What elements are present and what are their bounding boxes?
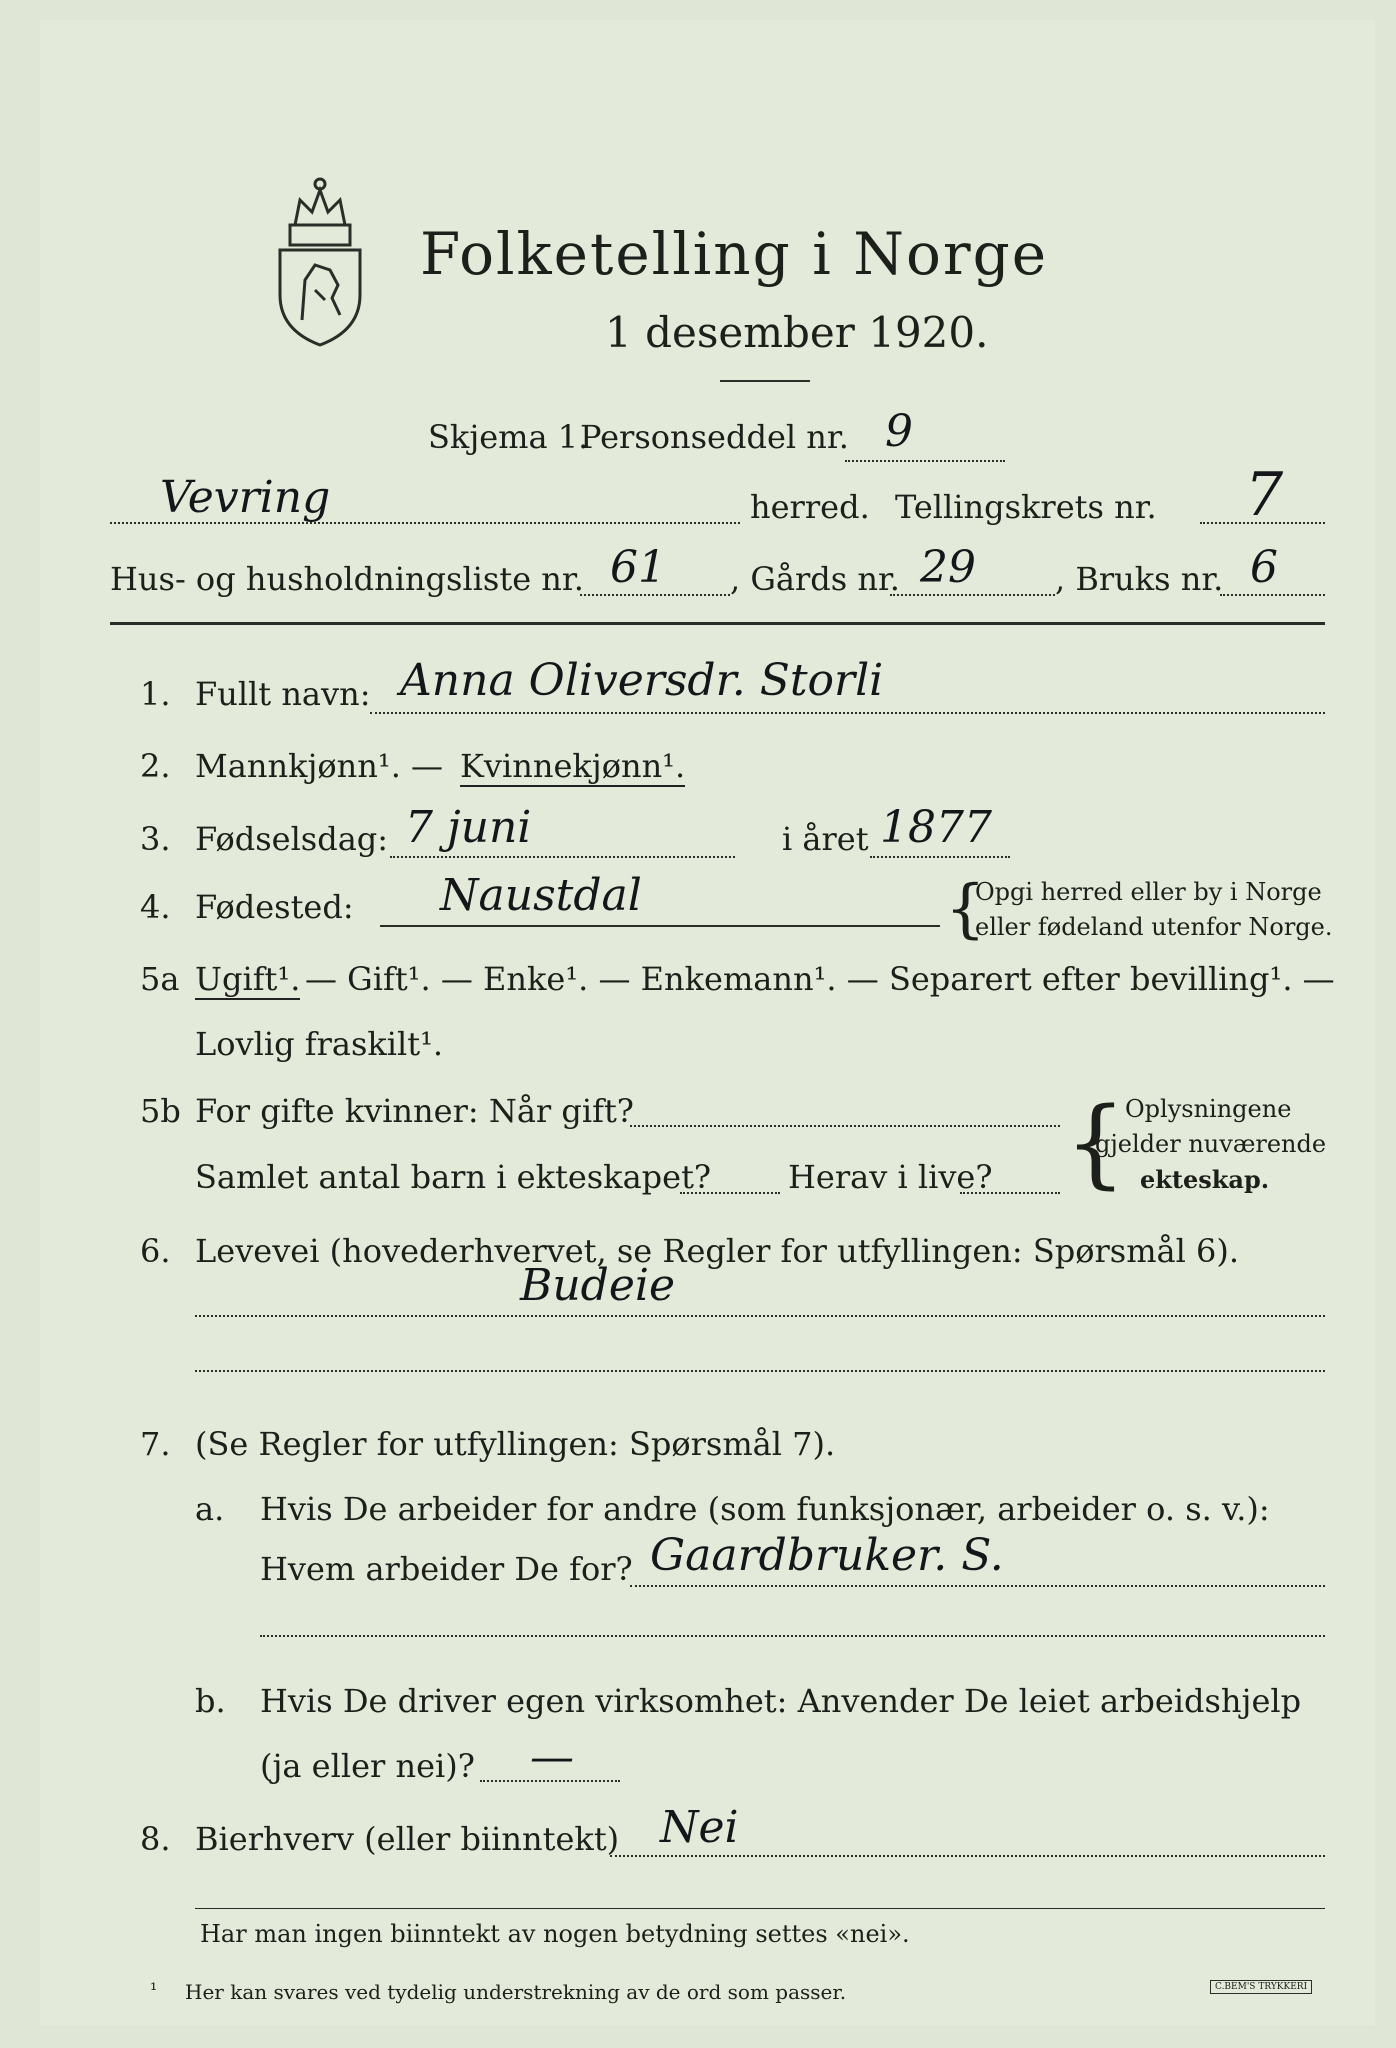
herred-label: herred.: [750, 488, 870, 526]
herred-value[interactable]: Vevring: [160, 472, 331, 523]
q1-label: Fullt navn:: [195, 675, 371, 713]
q6-number: 6.: [140, 1232, 171, 1270]
q1-number: 1.: [140, 675, 171, 713]
q7b-number: b.: [195, 1682, 226, 1720]
q6-label: Levevei (hovederhvervet, se Regler for utfyllingen: Spørsmål 6).: [195, 1232, 1240, 1270]
bruks-label: , Bruks nr.: [1055, 560, 1224, 598]
side-income-value[interactable]: Nei: [660, 1802, 739, 1853]
gards-label: , Gårds nr.: [730, 560, 900, 598]
hired-help-value[interactable]: —: [530, 1732, 574, 1783]
q5b-note-2: gjelder nuværende: [1095, 1130, 1327, 1158]
q7-label: (Se Regler for utfyllingen: Spørsmål 7).: [195, 1425, 836, 1463]
q7b-line1: Hvis De driver egen virksomhet: Anvender De leiet arbeidshjelp: [260, 1682, 1302, 1720]
q7b-line2: (ja eller nei)?: [260, 1747, 475, 1785]
q5a-fraskilt[interactable]: Lovlig fraskilt¹.: [195, 1025, 444, 1063]
printer-stamp: C.BEM'S TRYKKERI: [1210, 1980, 1312, 1994]
tellingskrets-value[interactable]: 7: [1245, 460, 1284, 530]
gards-value[interactable]: 29: [920, 542, 976, 593]
coat-of-arms-icon: [260, 170, 380, 350]
q2-mann[interactable]: Mannkjønn¹. —: [195, 747, 444, 785]
q5a-ugift[interactable]: Ugift¹.: [195, 960, 301, 998]
census-form: Folketelling i Norge 1 desember 1920. Skjema 1. Personseddel nr. 9 Vevring herred. Tellingskrets nr. 7 Hus- og husholdningsliste nr. 61 , Gårds nr. 29 , Bruks nr. 6 1. Fullt navn: Anna Oliversdr. Storli 2. Mannkjønn¹. — Kvinnekjønn¹. 3. Fødselsdag: 7 juni i året 1877 4. Fødested: Naustdal { Opgi herred eller by i Norge eller fødeland utenfor Norge. 5a Ugift¹. — Gift¹. — Enke¹. — Enkemann¹. — Separert efter bevilling¹. — Lovlig fraskilt¹. 5b For gifte kvinner: Når gift? Samlet antal barn i ekteskapet? Herav i live? { Oplysningene gjelder nuværende ekteskap. 6. Levevei (hovederhvervet, se Regler for utfyllingen: Spørsmål 6). Budeie 7. (Se Regler for utfyllingen: Spørsmål 7). a. Hvis De arbeider for andre (som funksjonær, arbeider o. s. v.): Hvem arbeider De for? Gaardbruker. S. b. Hvis De driver egen virksomhet: Anvender De leiet arbeidshjelp (ja eller nei)? — 8. Bierhverv (eller biinntekt) Nei Har man ingen biinntekt av nogen betydning settes «nei». ¹ Her kan svares ved tydelig understrekning av de ord som passer. C.BEM'S TRYKKERI: [40, 20, 1375, 2025]
footnote-text: Her kan svares ved tydelig understrekning av de ord som passer.: [185, 1980, 847, 2004]
q3-label: Fødselsdag:: [195, 820, 389, 858]
form-title: Folketelling i Norge: [420, 220, 1049, 288]
occupation-value[interactable]: Budeie: [520, 1260, 675, 1311]
q2-number: 2.: [140, 747, 171, 785]
q5b-line2a: Samlet antal barn i ekteskapet?: [195, 1158, 712, 1196]
q7-number: 7.: [140, 1425, 171, 1463]
q5b-note-1: Oplysningene: [1125, 1095, 1292, 1123]
q8-number: 8.: [140, 1820, 171, 1858]
q4-note-1: Opgi herred eller by i Norge: [975, 878, 1322, 906]
q5b-number: 5b: [140, 1092, 181, 1130]
employer-value[interactable]: Gaardbruker. S.: [650, 1530, 1004, 1581]
q8-label: Bierhverv (eller biinntekt): [195, 1820, 620, 1858]
skjema-label: Skjema 1.: [428, 418, 589, 456]
hus-value[interactable]: 61: [610, 542, 666, 593]
footer-note: Har man ingen biinntekt av nogen betydning settes «nei».: [200, 1920, 910, 1948]
q5a-options[interactable]: — Gift¹. — Enke¹. — Enkemann¹. — Separert efter bevilling¹. —: [305, 960, 1335, 998]
birth-day-value[interactable]: 7 juni: [405, 802, 532, 853]
q4-label: Fødested:: [195, 888, 354, 926]
q5a-number: 5a: [140, 960, 180, 998]
birthplace-value[interactable]: Naustdal: [440, 870, 642, 921]
full-name-value[interactable]: Anna Oliversdr. Storli: [400, 655, 884, 706]
form-date: 1 desember 1920.: [605, 308, 989, 357]
q7a-line1: Hvis De arbeider for andre (som funksjonær, arbeider o. s. v.):: [260, 1490, 1270, 1528]
q2-kvinne[interactable]: Kvinnekjønn¹.: [460, 747, 686, 785]
q7a-number: a.: [195, 1490, 225, 1528]
q4-number: 4.: [140, 888, 171, 926]
q7a-line2: Hvem arbeider De for?: [260, 1550, 633, 1588]
birth-year-value[interactable]: 1877: [880, 802, 992, 853]
q5b-note-3: ekteskap.: [1140, 1165, 1270, 1194]
personseddel-label: Personseddel nr.: [580, 418, 849, 456]
footnote-number: ¹: [150, 1980, 158, 2001]
q4-note-2: eller fødeland utenfor Norge.: [975, 913, 1333, 941]
q5b-line2b: Herav i live?: [788, 1158, 993, 1196]
q5b-line1: For gifte kvinner: Når gift?: [195, 1092, 634, 1130]
hus-label: Hus- og husholdningsliste nr.: [110, 560, 584, 598]
tellingskrets-label: Tellingskrets nr.: [895, 488, 1157, 526]
bruks-value[interactable]: 6: [1250, 542, 1278, 593]
personseddel-value[interactable]: 9: [885, 406, 913, 457]
q3-number: 3.: [140, 820, 171, 858]
q3-year-label: i året: [782, 820, 869, 858]
